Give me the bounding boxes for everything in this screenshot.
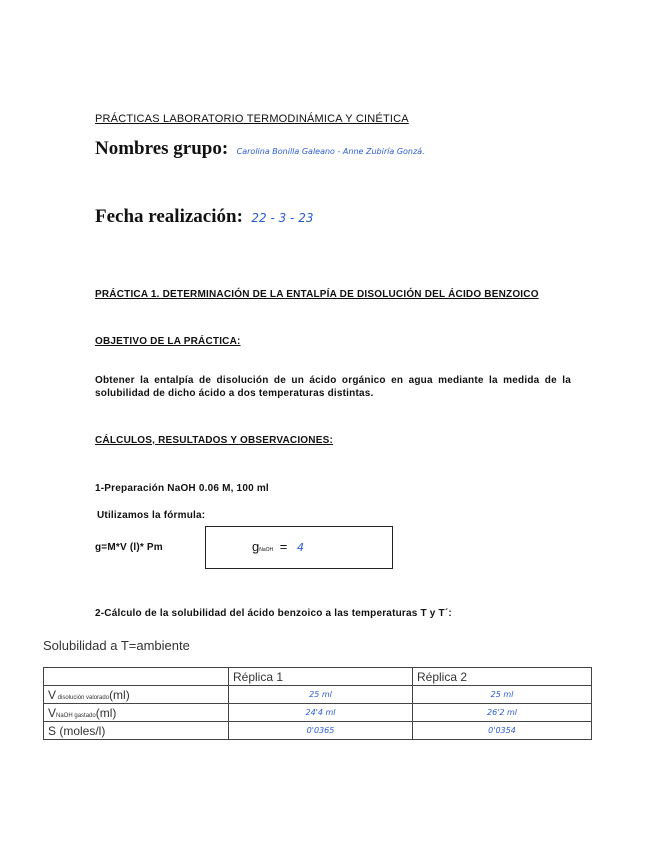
row-value-r2: 26'2 ml — [413, 704, 592, 722]
step2-title: 2-Cálculo de la solubilidad del ácido benzoico a las temperaturas T y T´: — [95, 608, 452, 619]
box-sub: NaOH — [259, 547, 274, 553]
practice-title: PRÁCTICA 1. DETERMINACIÓN DE LA ENTALPÍA DE DISOLUCIÓN DEL ÁCIDO BENZOICO — [95, 289, 539, 300]
row-label: V disolución valorado(ml) — [44, 686, 229, 704]
solubility-table — [43, 667, 592, 740]
box-value: 4 — [296, 541, 304, 554]
use-formula-text: Utilizamos la fórmula: — [97, 510, 206, 521]
header-replica-1: Réplica 1 — [229, 668, 413, 686]
formula-text: g=M*V (l)* Pm — [95, 542, 163, 553]
row-value-r1: 25 ml — [229, 686, 413, 704]
row-value-r1: 0'0365 — [229, 722, 413, 740]
date-row — [95, 206, 313, 228]
row-value-r1: 24'4 ml — [229, 704, 413, 722]
table-row — [44, 686, 592, 704]
header-replica-2: Réplica 2 — [413, 668, 592, 686]
table-row — [44, 722, 592, 740]
row-label: VNaOH gastado(ml) — [44, 704, 229, 722]
table-row — [44, 704, 592, 722]
step1-title: 1-Preparación NaOH 0.06 M, 100 ml — [95, 483, 269, 494]
box-eq: = — [279, 539, 288, 554]
row-value-r2: 0'0354 — [413, 722, 592, 740]
solubility-heading: Solubilidad a T=ambiente — [43, 638, 190, 653]
row-label: S (moles/l) — [44, 722, 229, 740]
box-g: g — [252, 539, 260, 554]
objective-text: Obtener la entalpía de disolución de un ácido orgánico en agua mediante la medida de la solubilidad de dicho ácido a dos temperaturas distintas. — [95, 375, 571, 399]
formula-box — [205, 526, 393, 569]
formula-result — [252, 539, 304, 554]
row-value-r2: 25 ml — [413, 686, 592, 704]
date-label: Fecha realización: — [95, 206, 243, 227]
results-heading: CÁLCULOS, RESULTADOS Y OBSERVACIONES: — [95, 435, 333, 446]
header-empty — [44, 668, 229, 686]
group-value: Carolina Bonilla Galeano - Anne Zubiría Gonzá. — [236, 147, 425, 156]
group-row — [95, 138, 425, 160]
date-value: 22 - 3 - 23 — [251, 211, 314, 225]
table-header-row — [44, 668, 592, 686]
group-label: Nombres grupo: — [95, 138, 229, 159]
objective-heading: OBJETIVO DE LA PRÁCTICA: — [95, 336, 241, 347]
main-title: PRÁCTICAS LABORATORIO TERMODINÁMICA Y CINÉTICA — [95, 113, 409, 125]
